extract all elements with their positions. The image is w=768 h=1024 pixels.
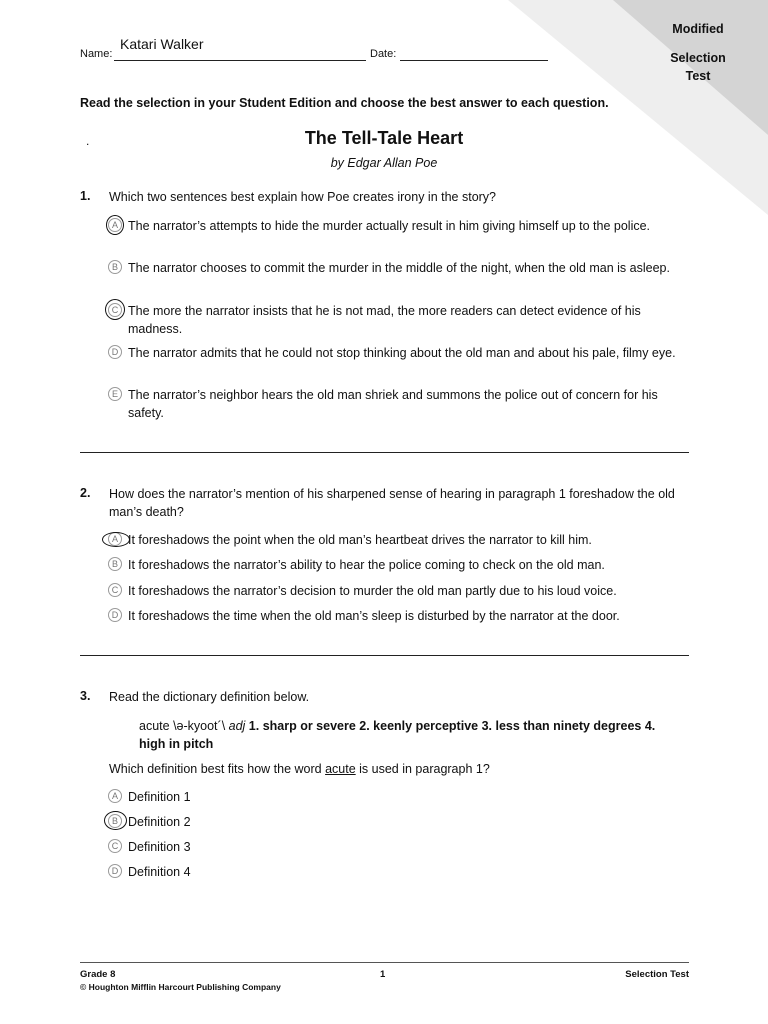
section-divider: [80, 452, 689, 453]
answer-bubble[interactable]: D: [108, 608, 122, 622]
answer-bubble[interactable]: B: [108, 557, 122, 571]
question-1-number: 1.: [80, 189, 91, 203]
definition-part-of-speech: adj: [228, 719, 246, 733]
q1-choice-d[interactable]: [108, 344, 678, 362]
choice-text: It foreshadows the point when the old man’s heartbeat drives the narrator to kill him.: [128, 533, 592, 547]
choice-text: The narrator’s neighbor hears the old man shriek and summons the police out of concern for his safety.: [128, 388, 658, 420]
footer-title: Selection Test: [625, 969, 689, 980]
q3-choice-c[interactable]: [108, 838, 678, 856]
footer-divider: [80, 962, 689, 963]
name-value[interactable]: Katari Walker: [120, 36, 204, 52]
answer-bubble[interactable]: C: [108, 839, 122, 853]
choice-text: Definition 1: [128, 790, 191, 804]
name-date-header: [80, 36, 550, 62]
footer-copyright: © Houghton Mifflin Harcourt Publishing Company: [80, 982, 281, 992]
footer-page-number: 1: [380, 969, 386, 980]
definition-word: acute: [139, 719, 170, 733]
prompt-keyword: acute: [325, 762, 356, 776]
choice-text: It foreshadows the narrator’s decision to murder the old man partly due to his loud voice.: [128, 584, 617, 598]
corner-label-test: Test: [685, 69, 711, 83]
answer-bubble[interactable]: D: [108, 864, 122, 878]
stray-mark: .: [86, 134, 90, 148]
question-1-text: Which two sentences best explain how Poe creates irony in the story?: [109, 190, 497, 204]
q3-choice-a[interactable]: [108, 788, 678, 806]
corner-label-selection: Selection: [670, 51, 726, 65]
q3-choice-d[interactable]: [108, 863, 678, 881]
handwritten-circle-mark: [104, 811, 127, 830]
prompt-text: Which definition best fits how the word: [109, 762, 326, 776]
answer-bubble[interactable]: B: [108, 814, 122, 828]
page-subtitle: by Edgar Allan Poe: [330, 156, 438, 170]
choice-text: Definition 4: [128, 865, 191, 879]
q2-choice-c[interactable]: [108, 582, 678, 600]
date-underline[interactable]: [400, 60, 548, 61]
question-3-prompt: [109, 760, 699, 778]
question-2-number: 2.: [80, 486, 91, 500]
q1-choice-b[interactable]: [108, 259, 678, 277]
q2-choice-b[interactable]: [108, 556, 678, 574]
answer-bubble[interactable]: E: [108, 387, 122, 401]
handwritten-circle-mark: [102, 532, 130, 547]
prompt-text-end: is used in paragraph 1?: [355, 762, 490, 776]
answer-bubble[interactable]: C: [108, 583, 122, 597]
q2-choice-d[interactable]: [108, 607, 678, 625]
section-divider: [80, 655, 689, 656]
q1-choice-c[interactable]: [108, 302, 678, 338]
page-title: The Tell-Tale Heart: [304, 128, 464, 148]
q1-choice-a[interactable]: [108, 217, 678, 235]
name-label: Name:: [80, 48, 113, 60]
definition-meanings: 1. sharp or severe 2. keenly perceptive 3. less than ninety degrees 4. high in pitch: [139, 719, 656, 751]
definition-pronunciation: \ə-kyoot´\: [169, 719, 229, 733]
choice-text: The narrator’s attempts to hide the murder actually result in him giving himself up to the police.: [128, 219, 651, 233]
choice-text: It foreshadows the narrator’s ability to hear the police coming to check on the old man.: [128, 558, 605, 572]
question-3-number: 3.: [80, 689, 91, 703]
dictionary-definition: [139, 717, 659, 753]
q3-choice-b[interactable]: [108, 813, 678, 831]
choice-text: Definition 3: [128, 840, 191, 854]
answer-bubble[interactable]: B: [108, 260, 122, 274]
answer-bubble[interactable]: A: [108, 532, 122, 546]
question-3-text: Read the dictionary definition below.: [109, 690, 310, 704]
answer-bubble[interactable]: D: [108, 345, 122, 359]
answer-bubble[interactable]: A: [108, 789, 122, 803]
answer-bubble[interactable]: C: [108, 303, 122, 317]
choice-text: The narrator admits that he could not stop thinking about the old man and about his pale, filmy eye.: [128, 346, 676, 360]
name-underline: [114, 60, 366, 61]
footer-grade: Grade 8: [80, 969, 116, 980]
question-2-text: How does the narrator’s mention of his sharpened sense of hearing in paragraph 1 foreshadow the old man’s death?: [109, 487, 675, 519]
q2-choice-a[interactable]: [108, 531, 678, 549]
choice-text: The more the narrator insists that he is not mad, the more readers can detect evidence of his madness.: [128, 304, 641, 336]
date-label: Date:: [370, 48, 397, 60]
corner-label-modified: Modified: [672, 22, 724, 36]
q1-choice-e[interactable]: [108, 386, 678, 422]
answer-bubble[interactable]: A: [108, 218, 122, 232]
instructions: Read the selection in your Student Edition and choose the best answer to each question.: [80, 96, 609, 110]
handwritten-circle-mark: [106, 215, 124, 235]
choice-text: Definition 2: [128, 815, 191, 829]
choice-text: The narrator chooses to commit the murder in the middle of the night, when the old man is asleep.: [128, 261, 670, 275]
handwritten-circle-mark: [105, 299, 125, 320]
choice-text: It foreshadows the time when the old man’s sleep is disturbed by the narrator at the door.: [128, 609, 620, 623]
